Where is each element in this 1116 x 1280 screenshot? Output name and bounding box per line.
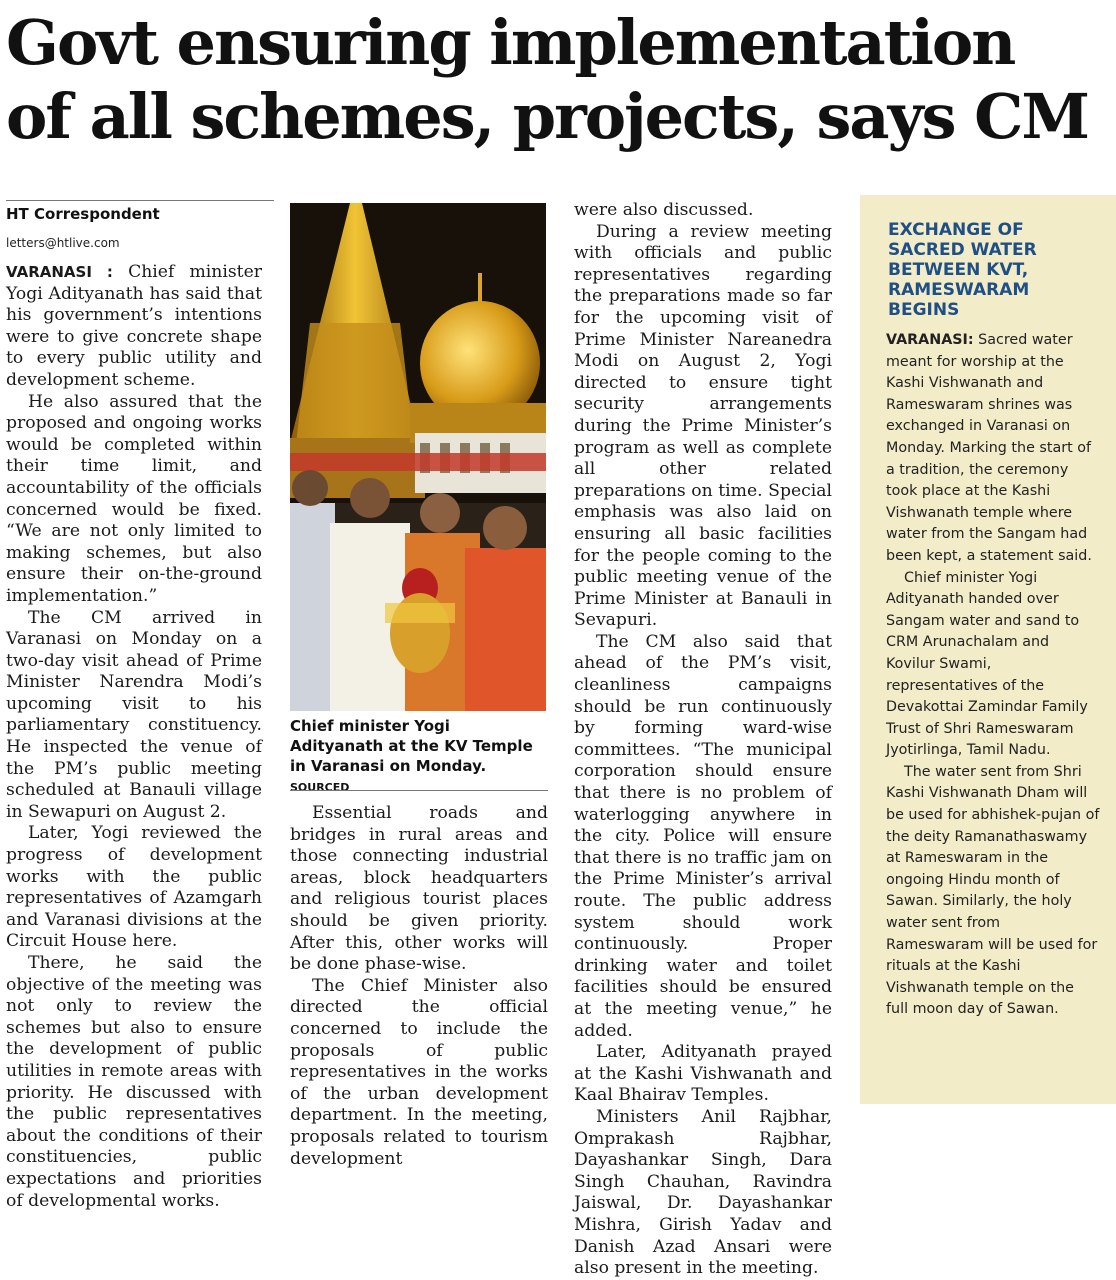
- col2-para-1: Essential roads and bridges in rural areas and those connecting industrial areas, block headquarters and religious tourist places should be given priority. After this, other works will be done phase-wise.: [290, 803, 548, 975]
- col1-para-2: He also assured that the proposed and ongoing works would be completed within their time limit, and accountability of the officials concerned would be fixed. “We are not only limited to making schemes, but also ensure their on-the-ground implementation.”: [6, 391, 262, 606]
- sidebar-body: [886, 330, 1100, 1021]
- temple-photo: [290, 203, 546, 711]
- caption-rule: [290, 790, 548, 791]
- sidebar-para-1: [886, 330, 1100, 568]
- byline-email: letters@htlive.com: [6, 236, 120, 250]
- article-column-2: [290, 803, 548, 1170]
- col1-para-3: The CM arrived in Varanasi on Monday on a two-day visit ahead of Prime Minister Narendra Modi’s upcoming visit to his parliamentary constituency. He inspected the venue of the PM’s public meeting scheduled at Banauli village in Sewapuri on August 2.: [6, 607, 262, 822]
- headline-line-1: Govt ensuring implementation: [6, 6, 1015, 79]
- article-column-1: [6, 262, 262, 1212]
- col3-lead: were also discussed.: [574, 200, 754, 220]
- col3-para-1: During a review meeting with officials and public representatives regarding the preparations made so far for the upcoming visit of Prime Minister Nareanedra Modi on August 2, Yogi directed to ensure tight security arrangements during the Prime Minister’s program as well as complete all other related preparations on time. Special emphasis was also laid on ensuring all basic facilities for the people coming to the public meeting venue of the Prime Minister at Banauli in Sevapuri.: [574, 221, 832, 631]
- sidebar-dateline: VARANASI:: [886, 332, 974, 348]
- sidebar-para-1-text: Sacred water meant for worship at the Kashi Vishwanath and Rameswaram shrines was exchanged in Varanasi on Monday. Marking the start of a tradition, the ceremony took place at the Kashi Vishwanath temple where water from the Sangam had been kept, a statement said.: [886, 332, 1092, 564]
- col3-para-3: Later, Adityanath prayed at the Kashi Vishwanath and Kaal Bhairav Temples.: [574, 1042, 832, 1106]
- col1-para-1: [6, 262, 262, 392]
- col2-para-2: The Chief Minister also directed the official concerned to include the proposals of public representatives in the works of the urban development department. In the meeting, proposals related to tourism development: [290, 975, 548, 1169]
- article-column-3: [574, 200, 832, 1280]
- photo-credit: SOURCED: [290, 781, 350, 794]
- col3-para-2: The CM also said that ahead of the PM’s visit, cleanliness campaigns should be run continuously by forming ward-wise committees. “The municipal corporation should ensure that there is no problem of waterlogging anywhere in the city. Police will ensure that there is no traffic jam on the Prime Minister’s arrival route. The public address system should work continuously. Proper drinking water and toilet facilities should be ensured at the meeting venue,” he added.: [574, 631, 832, 1041]
- photo-caption: [290, 716, 548, 798]
- byline: HT Correspondent: [6, 205, 160, 223]
- col1-para-5: There, he said the objective of the meeting was not only to review the schemes but also to ensure the development of public utilities in remote areas with priority. He discussed with the public representatives about the conditions of their constituencies, public expectations and priorities of developmental works.: [6, 953, 262, 1211]
- sidebar-para-3: The water sent from Shri Kashi Vishwanath Dham will be used for abhishek-pujan of the deity Ramanathaswamy at Rameswaram in the ongoing Hindu month of Sawan. Similarly, the holy water sent from Rameswaram will be used for rituals at the Kashi Vishwanath temple on the full moon day of Sawan.: [886, 763, 1100, 1018]
- col1-para-4: Later, Yogi reviewed the progress of development works with the public representatives of Azamgarh and Varanasi divisions at the Circuit House here.: [6, 823, 262, 952]
- caption-text: Chief minister Yogi Adityanath at the KV Temple in Varanasi on Monday.: [290, 717, 533, 775]
- headline-line-2: of all schemes, projects, says CM: [6, 80, 1089, 153]
- byline-rule: [6, 200, 274, 201]
- col3-para-4: Ministers Anil Rajbhar, Omprakash Rajbhar, Dayashankar Singh, Dara Singh Chauhan, Ravindra Jaiswal, Dr. Dayashankar Mishra, Girish Yadav and Danish Azad Ansari were also present in the meeting.: [574, 1106, 832, 1279]
- col1-para-1-text: Chief minister Yogi Adityanath has said that his government’s intentions were to give concrete shape to every public utility and development scheme.: [6, 262, 262, 390]
- sidebar-para-2: Chief minister Yogi Adityanath handed over Sangam water and sand to CRM Arunachalam and Kovilur Swami, representatives of the Devakottai Zamindar Family Trust of Shri Rameswaram Jyotirlinga, Tamil Nadu.: [886, 569, 1088, 759]
- temple-photo-illustration: [290, 203, 546, 711]
- headline: [6, 6, 1110, 154]
- dateline: VARANASI :: [6, 263, 113, 281]
- sidebar-headline: EXCHANGE OF SACRED WATER BETWEEN KVT, RAMESWARAM BEGINS: [888, 220, 1037, 320]
